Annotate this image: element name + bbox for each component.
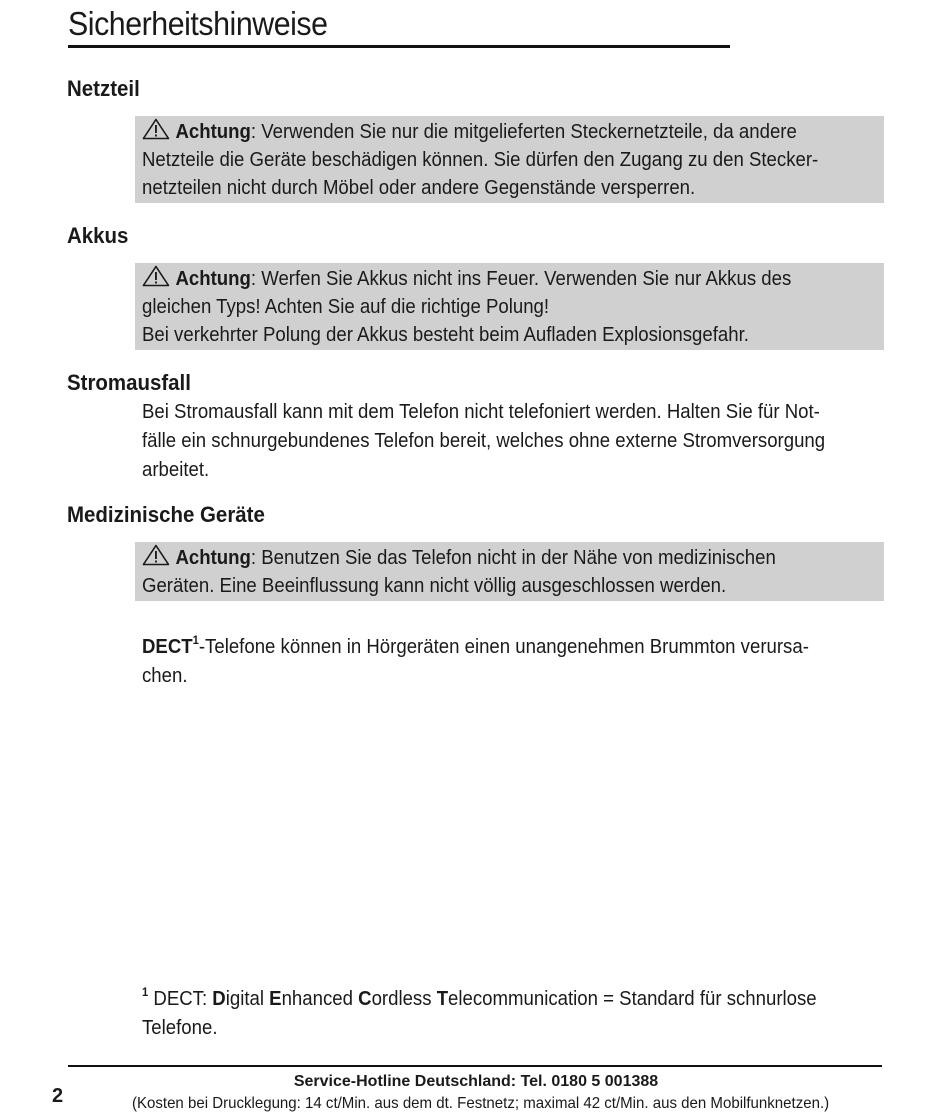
acronym-word: nhanced (281, 988, 359, 1010)
warning-line-3: netzteilen nicht durch Möbel oder andere Gegenstände versperren. (142, 177, 696, 199)
warning-line-1 (142, 118, 825, 146)
page-title: Sicherheitshinweise (68, 5, 328, 42)
warning-text: : Werfen Sie Akkus nicht ins Feuer. Verwenden Sie nur Akkus des (250, 268, 792, 290)
footnote-number: 1 (142, 985, 149, 999)
text-line: fälle ein schnurgebundenes Telefon bereit, welches ohne externe Stromversorgung (142, 430, 826, 452)
footnote (142, 985, 867, 1043)
warning-label: Achtung (175, 121, 251, 143)
footer-rule (68, 1065, 882, 1067)
text-line: Bei Stromausfall kann mit dem Telefon nicht telefoniert werden. Halten Sie für Not- (142, 401, 820, 423)
dect-note-line-2: chen. (142, 665, 188, 687)
dect-note-text: -Telefone können in Hörgeräten einen unangenehmen Brummton verursa- (198, 636, 809, 658)
footer-hotline: Service-Hotline Deutschland: Tel. 0180 5 001388 (293, 1073, 659, 1090)
warning-triangle-icon (142, 118, 170, 140)
page-number: 2 (52, 1085, 64, 1107)
warning-line-3: Bei verkehrter Polung der Akkus besteht beim Aufladen Explosionsgefahr. (142, 324, 749, 346)
warning-label: Achtung (175, 268, 251, 290)
footnote-marker: 1 (192, 633, 199, 647)
acronym-word: elecommunication = Standard für schnurlose (448, 988, 817, 1010)
heading-netzteil: Netzteil (67, 76, 140, 101)
title-rule (68, 45, 730, 48)
warning-text: : Verwenden Sie nur die mitgelieferten Steckernetzteile, da andere (250, 121, 797, 143)
warning-box-netzteil (135, 116, 884, 203)
footnote-line-1 (142, 985, 817, 1014)
warning-line-2: gleichen Typs! Achten Sie auf die richtige Polung! (142, 296, 550, 318)
warning-line-2: Geräten. Eine Beeinflussung kann nicht völlig ausgeschlossen werden. (142, 575, 727, 597)
stromausfall-text (142, 398, 877, 485)
dect-note-line-1 (142, 633, 809, 662)
heading-medizinische-geraete: Medizinische Geräte (67, 502, 265, 527)
warning-label: Achtung (175, 547, 251, 569)
warning-text: : Benutzen Sie das Telefon nicht in der Nähe von medizinischen (250, 547, 776, 569)
dect-term: DECT (142, 636, 193, 658)
warning-box-akkus (135, 263, 884, 350)
warning-box-medizinisch (135, 542, 884, 601)
warning-triangle-icon (142, 265, 170, 287)
heading-akkus: Akkus (67, 223, 129, 248)
warning-line-2: Netzteile die Geräte beschädigen können. Sie dürfen den Zugang zu den Stecker- (142, 149, 819, 171)
acronym-word: igital (225, 988, 270, 1010)
acronym-letter-t: T (436, 988, 449, 1010)
footnote-line-2: Telefone. (142, 1017, 218, 1039)
text-line: arbeitet. (142, 459, 210, 481)
heading-stromausfall: Stromausfall (67, 370, 191, 395)
warning-line-1 (142, 544, 825, 572)
acronym-letter-d: D (212, 988, 226, 1010)
warning-line-1 (142, 265, 825, 293)
acronym-letter-e: E (269, 988, 282, 1010)
acronym-word: ordless (371, 988, 437, 1010)
dect-note (142, 633, 859, 691)
acronym-letter-c: C (358, 988, 372, 1010)
warning-triangle-icon (142, 544, 170, 566)
footnote-prefix: DECT: (148, 988, 213, 1010)
footer-cost-note: (Kosten bei Drucklegung: 14 ct/Min. aus dem dt. Festnetz; maximal 42 ct/Min. aus den Mobilfunknetzen.) (131, 1095, 830, 1112)
